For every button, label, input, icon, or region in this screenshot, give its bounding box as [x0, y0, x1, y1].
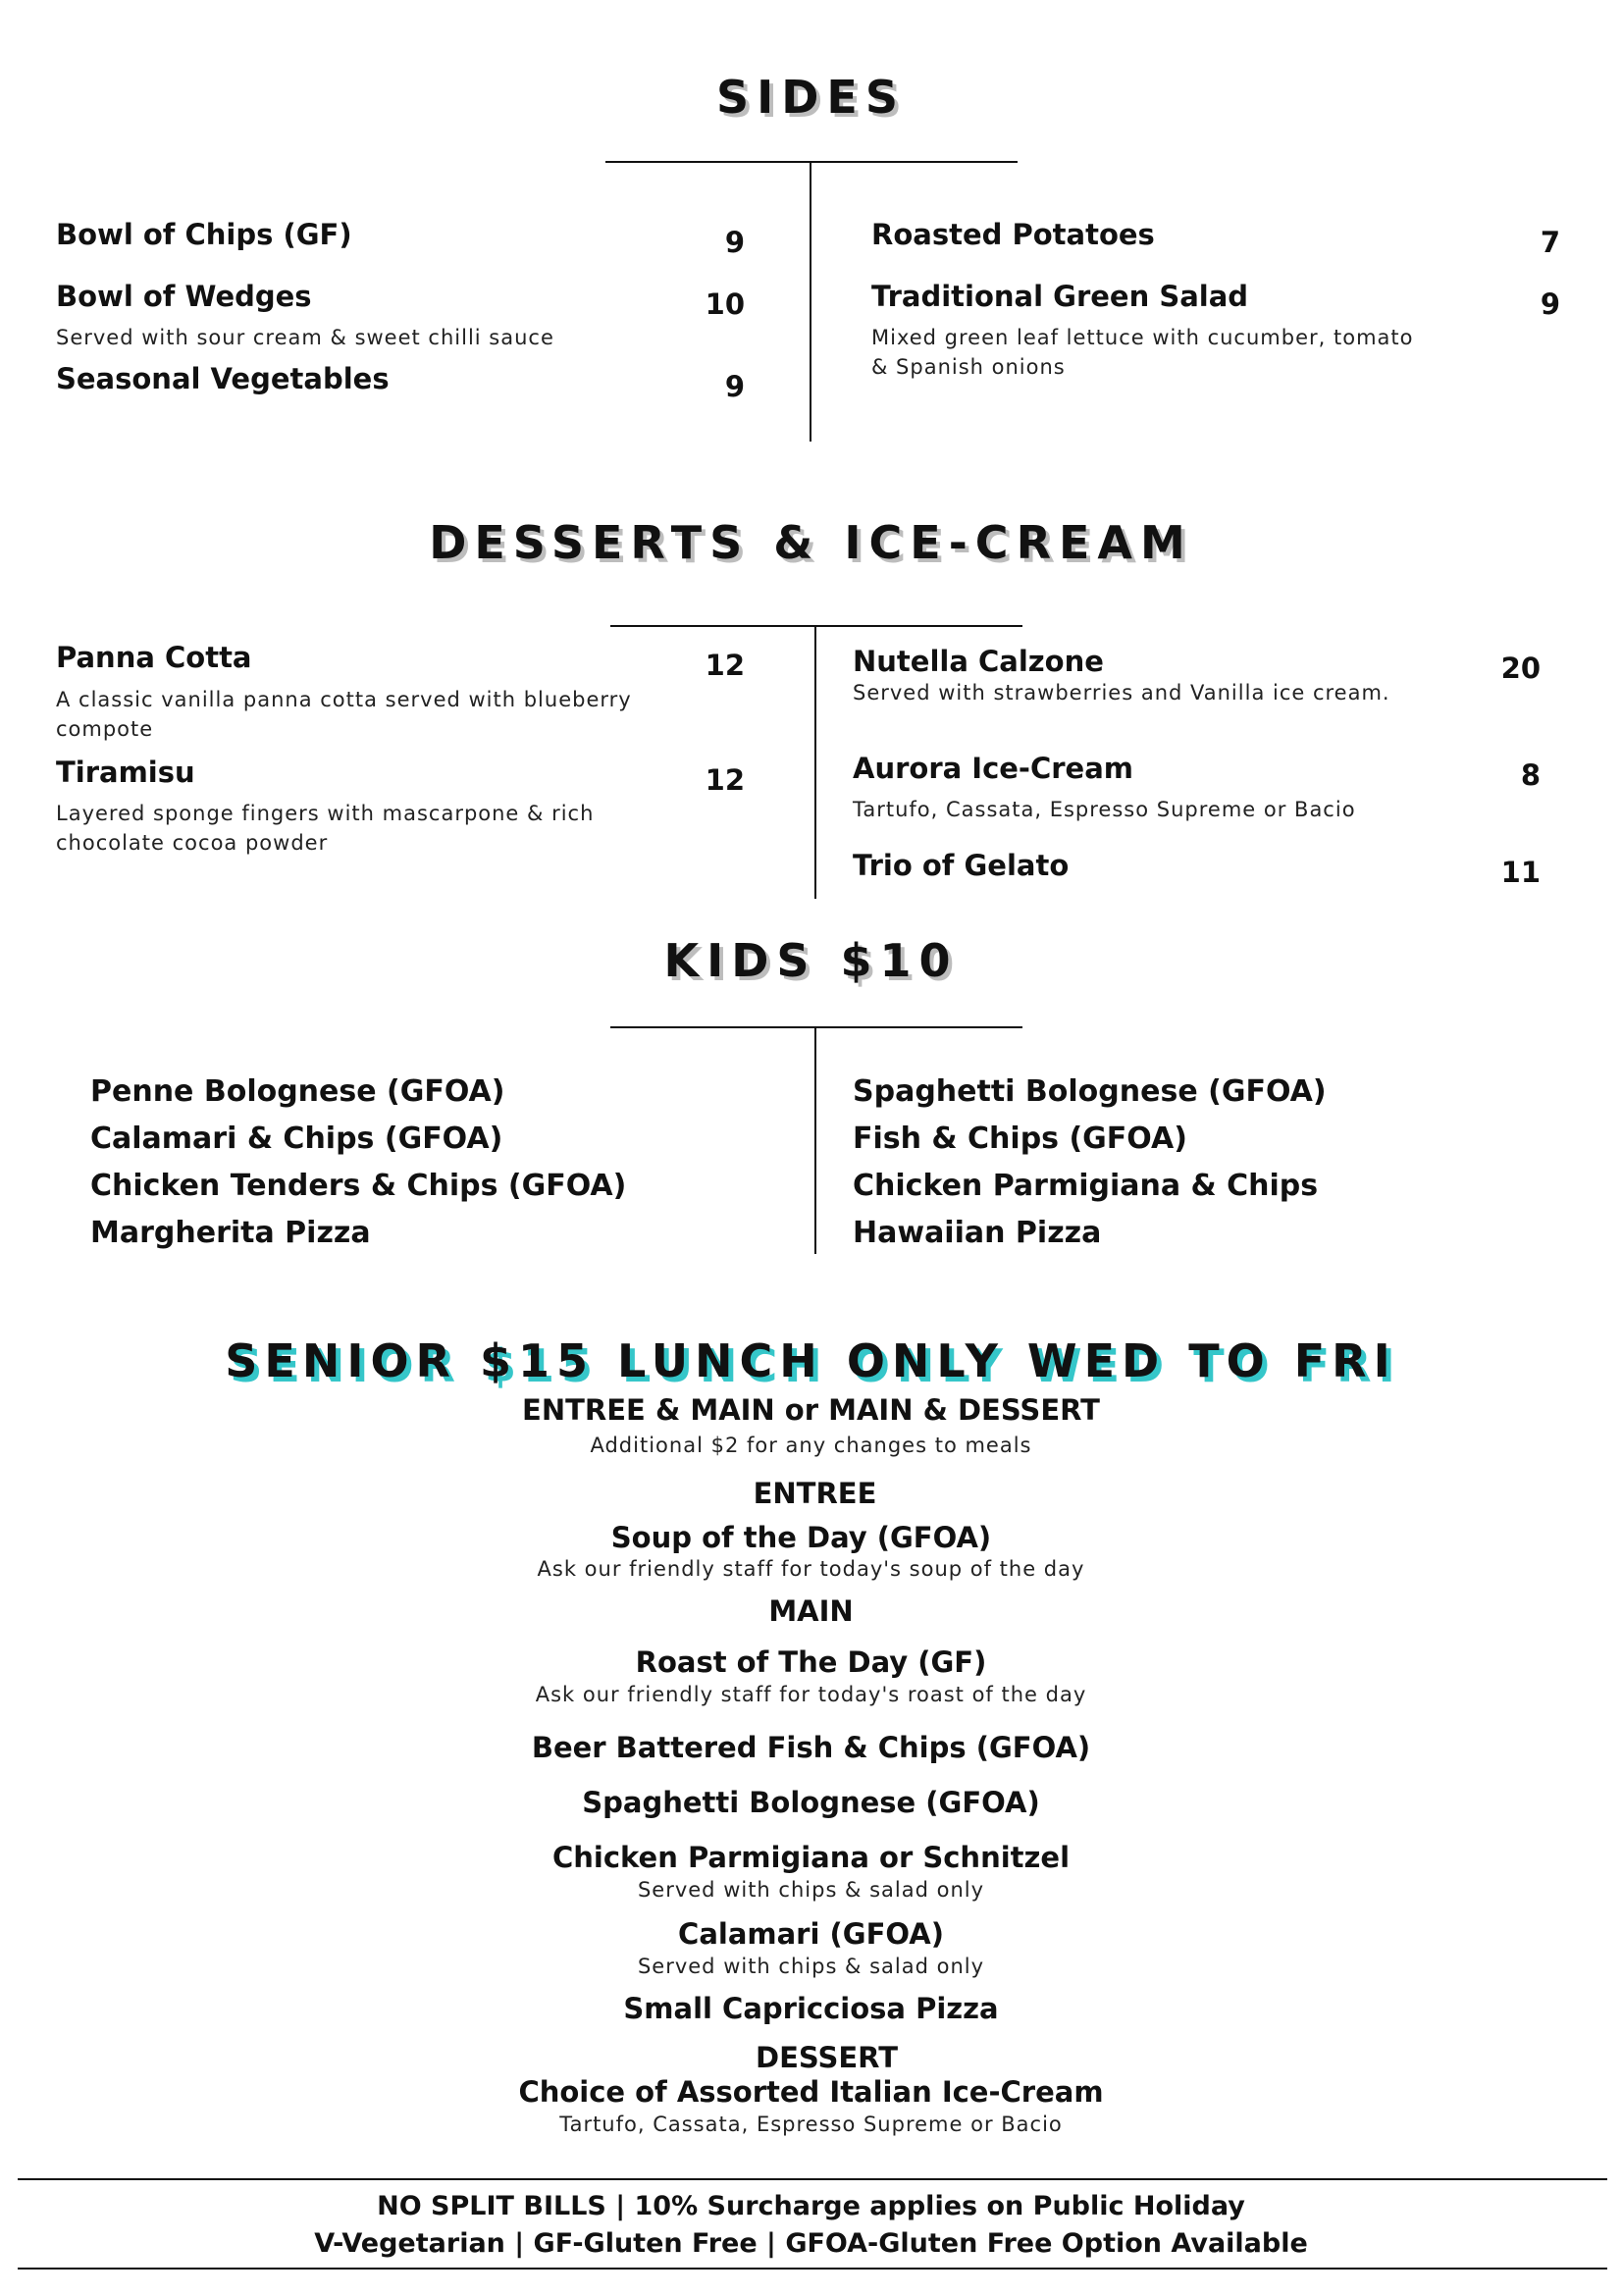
- menu-item-name: Bowl of Wedges: [56, 280, 312, 313]
- senior-item-name: Choice of Assorted Italian Ice-Cream: [518, 2075, 1104, 2109]
- menu-item-price: 12: [705, 763, 745, 797]
- menu-item-description: Served with sour cream & sweet chilli sauce: [56, 326, 554, 349]
- menu-item-description: Tartufo, Cassata, Espresso Supreme or Bacio: [853, 798, 1356, 821]
- senior-item-name: Calamari (GFOA): [678, 1917, 944, 1951]
- senior-item-name: Beer Battered Fish & Chips (GFOA): [531, 1731, 1091, 1764]
- footer-line-legend: V-Vegetarian | GF-Gluten Free | GFOA-Gluten Free Option Available: [314, 2228, 1308, 2259]
- kids-item: Spaghetti Bolognese (GFOA): [853, 1074, 1327, 1109]
- kids-divider-vertical: [814, 1028, 816, 1254]
- kids-item: Fish & Chips (GFOA): [853, 1122, 1187, 1156]
- senior-item-description: Ask our friendly staff for today's roast of the day: [535, 1683, 1087, 1706]
- menu-item-price: 11: [1500, 856, 1541, 889]
- menu-item-description: Mixed green leaf lettuce with cucumber, tomato & Spanish onions: [871, 326, 1414, 379]
- menu-item-price: 9: [724, 226, 745, 259]
- senior-item-description: Tartufo, Cassata, Espresso Supreme or Bacio: [559, 2113, 1063, 2136]
- menu-item-price: 10: [705, 287, 745, 321]
- senior-heading: SENIOR $15 LUNCH ONLY WED TO FRI: [225, 1334, 1397, 1387]
- menu-item-description: Layered sponge fingers with mascarpone & rich chocolate cocoa powder: [56, 802, 595, 855]
- senior-item-description: Ask our friendly staff for today's soup of the day: [537, 1557, 1085, 1581]
- menu-item-name: Nutella Calzone: [853, 645, 1104, 678]
- senior-item-name: Small Capricciosa Pizza: [623, 1992, 999, 2025]
- kids-item: Hawaiian Pizza: [853, 1216, 1102, 1250]
- senior-note: Additional $2 for any changes to meals: [590, 1434, 1032, 1457]
- senior-item-description: Served with chips & salad only: [637, 1955, 985, 1978]
- menu-item-name: Aurora Ice-Cream: [853, 752, 1134, 785]
- kids-divider-horizontal: [610, 1026, 1022, 1028]
- footer-line-policy: NO SPLIT BILLS | 10% Surcharge applies on Public Holiday: [377, 2191, 1245, 2221]
- senior-item-name: Spaghetti Bolognese (GFOA): [582, 1786, 1040, 1819]
- menu-item-name: Panna Cotta: [56, 641, 252, 674]
- menu-item-name: Trio of Gelato: [853, 849, 1070, 882]
- senior-item-description: Served with chips & salad only: [637, 1878, 985, 1902]
- menu-item-price: 9: [1540, 287, 1560, 321]
- menu-item-name: Roasted Potatoes: [871, 218, 1155, 251]
- menu-item-name: Tiramisu: [56, 756, 195, 789]
- sides-divider-vertical: [810, 163, 811, 442]
- senior-item-name: Chicken Parmigiana or Schnitzel: [551, 1841, 1071, 1874]
- menu-item-price: 7: [1540, 226, 1560, 259]
- menu-item-name: Bowl of Chips (GF): [56, 218, 352, 251]
- kids-item: Penne Bolognese (GFOA): [90, 1074, 505, 1109]
- dessert-label: DESSERT: [756, 2041, 898, 2074]
- menu-item-description: Served with strawberries and Vanilla ice cream.: [853, 681, 1390, 704]
- sides-heading: SIDES: [716, 71, 906, 124]
- kids-item: Calamari & Chips (GFOA): [90, 1122, 503, 1156]
- kids-item: Margherita Pizza: [90, 1216, 371, 1250]
- kids-heading: KIDS $10: [663, 934, 959, 987]
- menu-item-price: 8: [1520, 758, 1541, 792]
- senior-item-name: Soup of the Day (GFOA): [610, 1521, 992, 1554]
- footer-top-rule: [18, 2178, 1607, 2180]
- sides-divider-horizontal: [605, 161, 1018, 163]
- desserts-heading: DESSERTS & ICE-CREAM: [429, 516, 1193, 569]
- menu-item-description: A classic vanilla panna cotta served with blueberry compote: [56, 688, 632, 741]
- menu-item-name: Traditional Green Salad: [871, 280, 1249, 313]
- kids-item: Chicken Tenders & Chips (GFOA): [90, 1169, 627, 1203]
- footer-bottom-rule: [18, 2268, 1607, 2270]
- desserts-divider-vertical: [814, 627, 816, 899]
- menu-item-price: 12: [705, 649, 745, 682]
- menu-item-name: Seasonal Vegetables: [56, 362, 390, 395]
- main-label: MAIN: [768, 1594, 854, 1628]
- desserts-divider-horizontal: [610, 625, 1022, 627]
- menu-item-price: 20: [1500, 652, 1541, 685]
- menu-item-price: 9: [724, 370, 745, 403]
- entree-label: ENTREE: [753, 1477, 877, 1510]
- senior-item-name: Roast of The Day (GF): [635, 1645, 987, 1679]
- kids-item: Chicken Parmigiana & Chips: [853, 1169, 1319, 1203]
- senior-subtitle: ENTREE & MAIN or MAIN & DESSERT: [522, 1393, 1100, 1427]
